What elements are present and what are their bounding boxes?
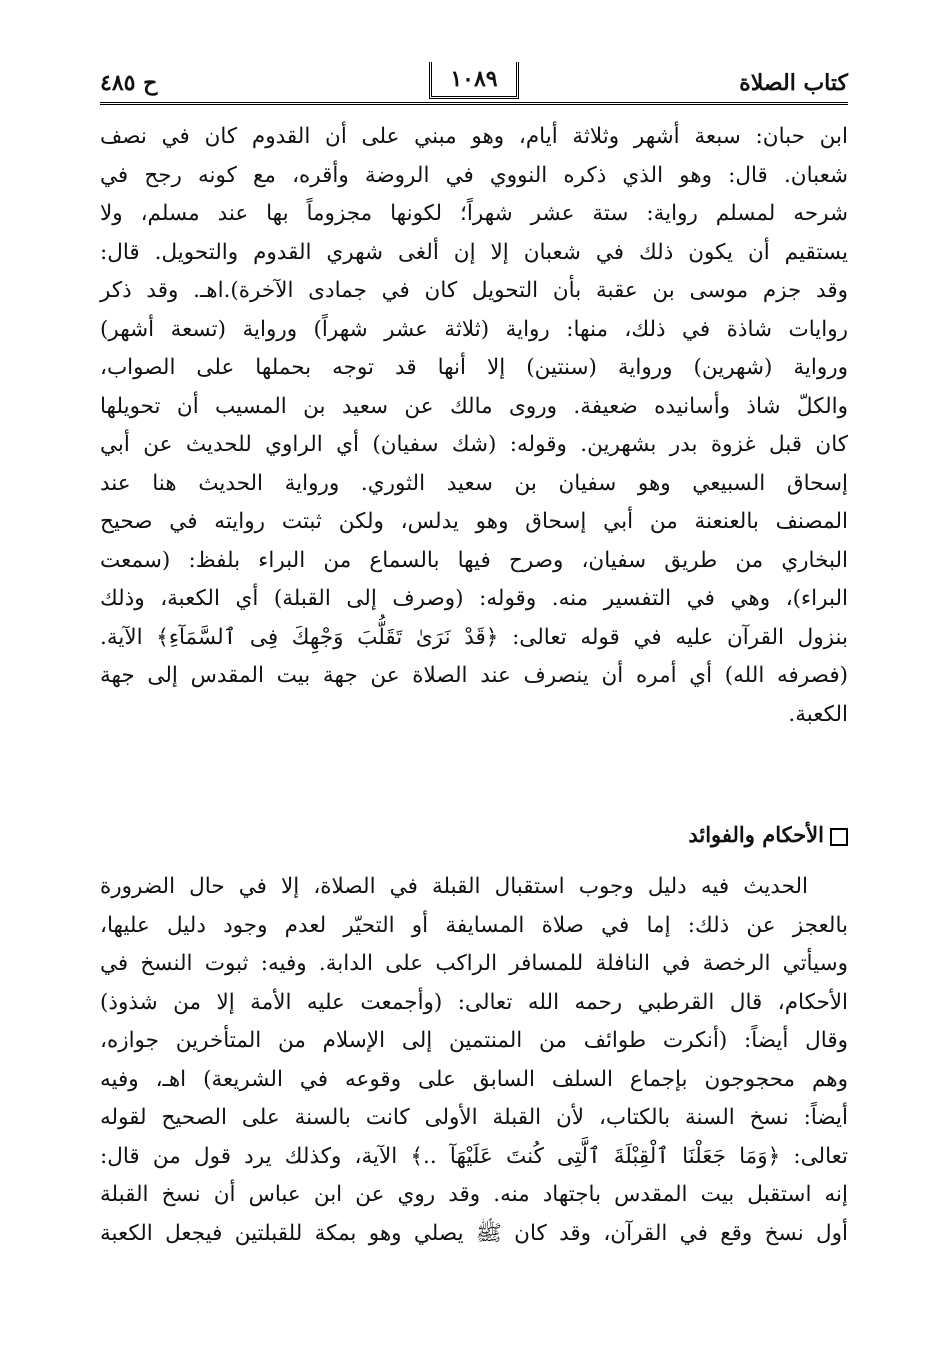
text-line: إسحاق السبيعي وهو سفيان بن سعيد الثوري. ورواية الحديث هنا عند <box>100 470 848 496</box>
text-line: وهم محجوجون بإجماع السلف السابق على وقوعه في الشريعة) اهـ، وفيه <box>100 1066 848 1092</box>
text-line: وقد جزم موسى بن عقبة بأن التحويل كان في جمادى الآخرة).اهـ. وقد ذكر <box>100 278 848 303</box>
page-header <box>100 62 848 106</box>
text-line: أول نسخ وقع في القرآن، وقد كان ﷺ يصلي وهو بمكة للقبلتين فيجعل الكعبة <box>100 1220 848 1246</box>
text-line: أيضاً: نسخ السنة بالكتاب، لأن القبلة الأولى كانت بالسنة على الصحيح لقوله <box>100 1105 848 1130</box>
text-line: البخاري من طريق سفيان، وصرح فيها بالسماع من البراء بلفظ: (سمعت <box>100 547 848 573</box>
text-line: يستقيم أن يكون ذلك في شعبان إلا إن ألغى شهري القدوم والتحويل. قال: <box>100 239 848 265</box>
text-line: تعالى: ﴿وَمَا جَعَلْنَا ٱلْقِبْلَةَ ٱلَّتِى كُنتَ عَلَيْهَآ ..﴾ الآية، وكذلك يرد قول من قال: <box>100 1143 848 1169</box>
text-line: ابن حبان: سبعة أشهر وثلاثة أيام، وهو مبني على أن القدوم كان في نصف <box>100 124 848 149</box>
text-line: الحديث فيه دليل وجوب استقبال القبلة في الصلاة، إلا في حال الضرورة <box>100 874 808 899</box>
section-title: الأحكام والفوائد <box>688 822 824 847</box>
text-line: كان قبل غزوة بدر بشهرين. وقوله: (شك سفيان) أي الراوي للحديث عن أبي <box>100 432 848 457</box>
text-line: وقال أيضاً: (أنكرت طوائف من المنتمين إلى الإسلام من المتأخرين جوازه، <box>100 1028 848 1053</box>
hadith-reference: ح ٤٨٥ <box>100 70 158 96</box>
rulings-paragraph <box>100 868 848 1253</box>
text-line: وسيأتي الرخصة في النافلة للمسافر الراكب على الدابة. وفيه: ثبوت النسخ في <box>100 951 848 976</box>
text-line: الكعبة. <box>788 701 848 727</box>
text-line: المصنف بالعنعنة من أبي إسحاق وهو يدلس، ولكن ثبتت روايته في صحيح <box>100 509 848 534</box>
text-line: شعبان. قال: وهو الذي ذكره النووي في الروضة وأقره، مع كونه رجح في <box>100 162 848 188</box>
text-line: ورواية (شهرين) ورواية (سنتين) إلا أنها قد توجه بحملها على الصواب، <box>100 355 848 380</box>
page-number: ١٠٨٩ <box>429 62 519 99</box>
text-line: روايات شاذة في ذلك، منها: رواية (ثلاثة عشر شهراً) ورواية (تسعة أشهر) <box>100 316 848 342</box>
text-line: (فصرفه الله) أي أمره أن ينصرف عند الصلاة عن جهة بيت المقدس إلى جهة <box>100 663 848 688</box>
commentary-paragraph <box>100 118 848 734</box>
book-title: كتاب الصلاة <box>739 70 848 96</box>
text-line: بنزول القرآن عليه في قوله تعالى: ﴿قَدْ نَرَىٰ تَقَلُّبَ وَجْهِكَ فِى ٱلسَّمَآءِ﴾ الآية. <box>100 624 848 650</box>
square-bullet-icon <box>830 828 848 846</box>
header-rule <box>100 102 848 105</box>
text-line: إنه استقبل بيت المقدس باجتهاد منه. وقد روي عن ابن عباس أن نسخ القبلة <box>100 1182 848 1207</box>
text-line: والكلّ شاذ وأسانيده ضعيفة. وروى مالك عن سعيد بن المسيب أن تحويلها <box>100 393 848 419</box>
section-heading <box>100 822 848 847</box>
text-line: البراء)، وهي في التفسير منه. وقوله: (وصرف إلى القبلة) أي الكعبة، وذلك <box>100 586 848 611</box>
text-line: بالعجز عن ذلك: إما في صلاة المسايفة أو التحيّر لعدم وجود دليل عليها، <box>100 912 848 938</box>
text-line: الأحكام، قال القرطبي رحمه الله تعالى: (وأجمعت عليه الأمة إلا من شذوذ) <box>100 989 848 1015</box>
text-line: شرحه لمسلم رواية: ستة عشر شهراً؛ لكونها مجزوماً بها عند مسلم، ولا <box>100 201 848 226</box>
